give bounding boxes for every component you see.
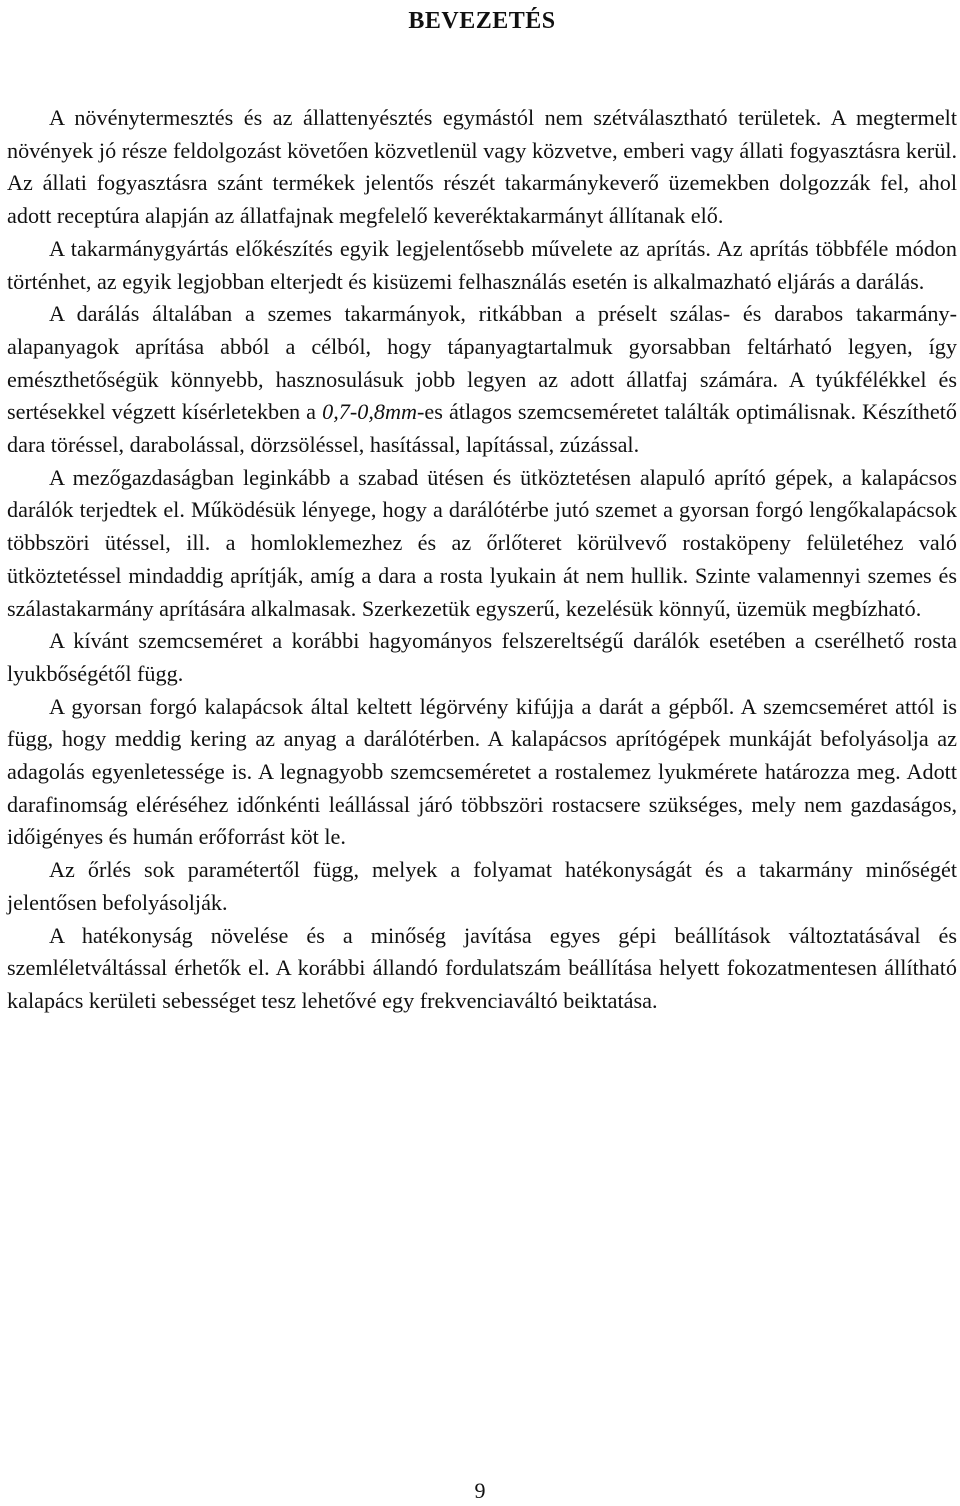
page-title: BEVEZETÉS	[408, 8, 556, 34]
paragraph-1: A növénytermesztés és az állattenyésztés egymástól nem szétválasztható területek. A megtermelt növények jó része feldolgozást követően közvetlenül vagy közvetve, emberi vagy állati fogyasztásra kerül. Az állati fogyasztásra szánt termékek jelentős részét takarmánykeverő üzemekben dolgozzák fel, ahol adott receptúra alapján az állatfajnak megfelelő keveréktakarmányt állítanak elő.	[7, 105, 957, 229]
paragraph-2: A takarmánygyártás előkészítés egyik legjelentősebb művelete az aprítás. Az aprítás többféle módon történhet, az egyik legjobban elterjedt és kisüzemi felhasználás esetén is alkalmazható eljárás a darálás.	[7, 235, 957, 294]
paragraph-8: A hatékonyság növelése és a minőség javítása egyes gépi beállítások változtatásával és szemléletváltással érhetők el. A korábbi állandó fordulatszám beállítása helyett fokozatmentesen állítható kalapács kerületi sebességet tesz lehetővé egy frekvenciaváltó beiktatása.	[7, 922, 957, 1013]
body-text	[7, 102, 957, 1018]
paragraph-3-part-2: -es átlagos szemcseméretet találták optimálisnak. Készíthető dara töréssel, darabolással, dörzsöléssel, hasítással, lapítással, zúzással.	[7, 399, 957, 458]
paragraph-4: A mezőgazdaságban leginkább a szabad ütésen és ütköztetésen alapuló aprító gépek, a kalapácsos darálók terjedtek el. Működésük lényege, hogy a darálótérbe jutó szemet a gyorsan forgó lengőkalapácsok többszöri ütéssel, ill. a homloklemezhez és az őrlőteret körülvevő rostaköpeny felületéhez való ütköztetéssel mindaddig aprítják, amíg a dara a rosta lyukain át nem hullik. Szinte valamennyi szemes és szálastakarmány aprítására alkalmasak. Szerkezetük egyszerű, kezelésük könnyű, üzemük megbízható.	[7, 464, 957, 621]
paragraph-3-part-1: A darálás általában a szemes takarmányok, ritkábban a préselt szálas- és darabos takarmány-alapanyagok aprítása abból a célból, hogy tápanyagtartalmuk gyorsabban feltárható legyen, így emészthetőségük könnyebb, hasznosulásuk jobb legyen az adott állatfaj számára. A tyúkfélékkel és sertésekkel végzett kísérletekben a	[7, 301, 957, 425]
paragraph-6: A gyorsan forgó kalapácsok által keltett légörvény kifújja a darát a gépből. A szemcseméret attól is függ, hogy meddig kering az anyag a darálótérben. A kalapácsos aprítógépek munkáját befolyásolja az adagolás egyenletessége is. A legnagyobb szemcseméretet a rostalemez lyukmérete határozza meg. Adott darafinomság eléréséhez időnkénti leállással járó többszöri rostacsere szükséges, mely nem gazdaságos, időigényes és humán erőforrást köt le.	[7, 693, 957, 850]
particle-size-emphasis: 0,7-0,8mm	[322, 399, 418, 425]
page-number: 9	[474, 1478, 486, 1503]
document-page	[7, 0, 957, 1018]
paragraph-5: A kívánt szemcseméret a korábbi hagyományos felszereltségű darálók esetében a cserélhető rosta lyukbőségétől függ.	[7, 628, 957, 686]
paragraph-7: Az őrlés sok paramétertől függ, melyek a folyamat hatékonyságát és a takarmány minőségét jelentősen befolyásolják.	[7, 857, 957, 915]
paragraph-3	[7, 298, 957, 462]
